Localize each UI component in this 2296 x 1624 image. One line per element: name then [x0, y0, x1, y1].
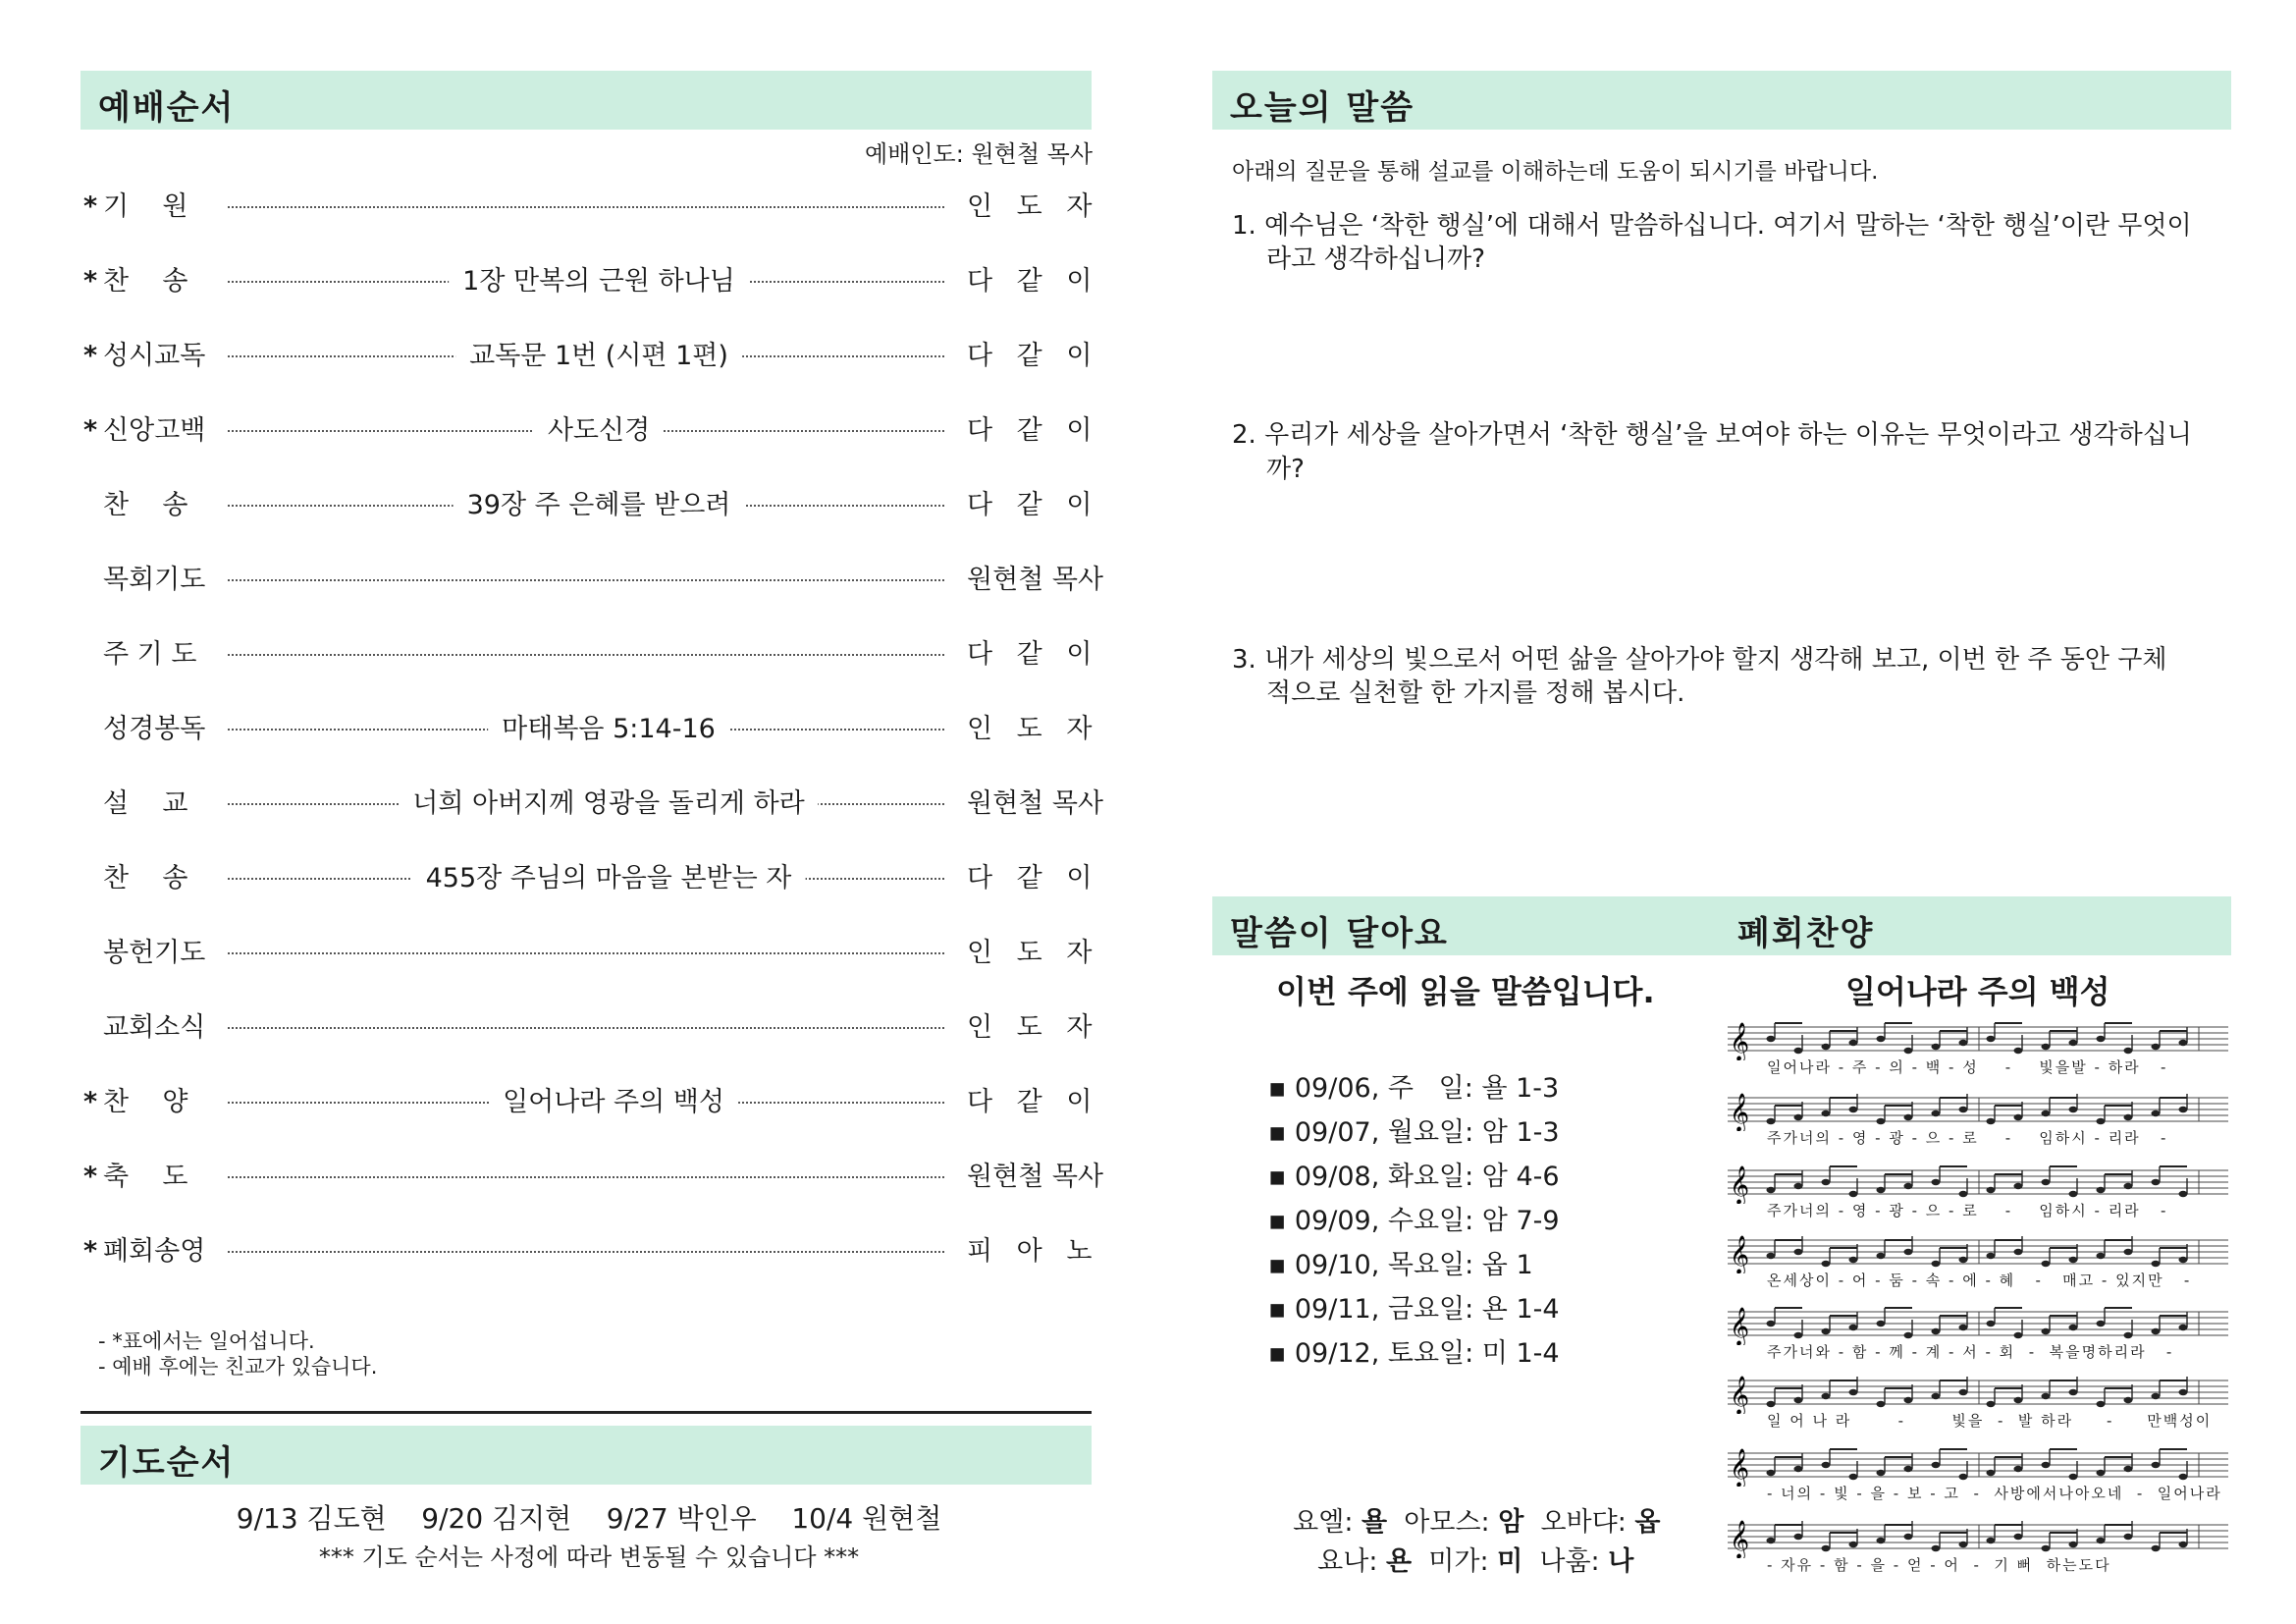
- order-title: 예배순서: [98, 88, 236, 128]
- order-row-label: [83, 259, 188, 298]
- treble-clef-icon: 𝄞: [1730, 1022, 1750, 1060]
- question-1-line-2: 라고 생각하십니까?: [1266, 244, 1485, 274]
- dotted-leader: [228, 1176, 944, 1178]
- dotted-leader: [228, 654, 944, 656]
- legend-abbr: 나: [1608, 1546, 1634, 1577]
- order-row-person: 다 같 이: [967, 341, 1100, 371]
- legend-text: 오바댜:: [1523, 1507, 1635, 1538]
- order-item-name: 주 기 도: [103, 639, 197, 670]
- order-row-person: 다 같 이: [967, 863, 1100, 893]
- order-item-name: 성시교독: [103, 341, 206, 371]
- order-row-label: [83, 707, 205, 745]
- stand-mark: *: [83, 1236, 98, 1267]
- order-row-label: [83, 1080, 188, 1118]
- order-item-name: 기 원: [103, 191, 188, 222]
- hymn-lyric-line: 주가너와 - 함 - 께 - 계 - 서 - 회 - 복을명하리라 -: [1767, 1343, 2174, 1361]
- order-row-person: 다 같 이: [967, 490, 1100, 520]
- order-row-person: 인 도 자: [967, 714, 1100, 744]
- stand-mark: *: [83, 341, 98, 371]
- prayer-header: [80, 1426, 1092, 1485]
- reading-item: ▪ 09/08, 화요일: 암 4-6: [1268, 1162, 1560, 1192]
- music-staff: [1728, 1306, 2230, 1345]
- treble-clef-icon: 𝄞: [1730, 1235, 1750, 1273]
- question-2-line-2: 까?: [1266, 455, 1305, 484]
- question-3-line-1: 3. 내가 세상의 빛으로서 어떤 삶을 살아가야 할지 생각해 보고, 이번 한 주 동안 구체: [1232, 645, 2167, 675]
- order-row-label: [83, 1155, 188, 1193]
- order-row-detail: 일어나라 주의 백성: [489, 1080, 738, 1118]
- order-row-label: [83, 931, 205, 969]
- dotted-leader: [228, 1027, 944, 1029]
- hymn-lyric-line: 주가너의 - 영 - 광 - 으 - 로 - 임하시 - 리라 -: [1767, 1129, 2168, 1147]
- legend-text: 미가:: [1412, 1546, 1498, 1577]
- order-row-detail: 455장 주님의 마음을 본받는 자: [412, 856, 806, 894]
- music-staff: [1728, 1519, 2230, 1558]
- reading-header: [1212, 896, 2231, 955]
- stand-mark: *: [83, 266, 98, 297]
- legend-abbr: 암: [1498, 1507, 1524, 1538]
- music-staff: [1728, 1234, 2230, 1273]
- legend-text: 요엘:: [1293, 1507, 1362, 1538]
- stand-mark: *: [83, 1087, 98, 1117]
- treble-clef-icon: 𝄞: [1730, 1165, 1750, 1204]
- order-item-name: 폐회송영: [103, 1236, 206, 1267]
- order-item-name: 성경봉독: [103, 714, 206, 744]
- treble-clef-icon: 𝄞: [1730, 1520, 1750, 1558]
- order-row-person: 원현철 목사: [967, 565, 1103, 595]
- order-row-detail: 사도신경: [534, 408, 664, 447]
- order-item-name: 찬 양: [103, 1087, 188, 1117]
- order-row-label: [83, 1229, 205, 1268]
- order-row-label: [83, 334, 205, 372]
- order-row-person: 인 도 자: [967, 191, 1100, 222]
- hymn-lyric-line: 온세상이 - 어 - 둠 - 속 - 에 - 혜 - 매고 - 있지만 -: [1767, 1272, 2192, 1289]
- word-header: [1212, 71, 2231, 130]
- stand-mark: *: [83, 191, 98, 222]
- order-row-person: 원현철 목사: [967, 788, 1103, 819]
- reading-title: 말씀이 달아요: [1230, 914, 1449, 953]
- order-row-label: [83, 856, 188, 894]
- hymn-lyric-line: 주가너의 - 영 - 광 - 으 - 로 - 임하시 - 리라 -: [1767, 1202, 2168, 1219]
- order-row-label: [83, 408, 205, 447]
- order-row-person: 인 도 자: [967, 1012, 1100, 1043]
- hymn-lyric-line: - 너의 - 빛 - 을 - 보 - 고 - 사방에서나아오네 - 일어나라: [1767, 1485, 2222, 1502]
- hymn-lyric-line: 일 어 나 라 - 빛을 - 발 하라 - 만백성이: [1767, 1412, 2213, 1430]
- order-item-name: 찬 송: [103, 266, 188, 297]
- hymn-lyric-line: 일어나라 - 주 - 의 - 백 - 성 - 빛을발 - 하라 -: [1767, 1058, 2168, 1076]
- music-staff: [1728, 1447, 2230, 1487]
- order-row-detail: 39장 주 은혜를 받으려: [454, 483, 745, 521]
- reading-item: ▪ 09/06, 주 일: 욜 1-3: [1268, 1073, 1560, 1104]
- order-row-person: 피 아 노: [967, 1236, 1100, 1267]
- order-row-detail: 마태복음 5:14-16: [488, 707, 729, 745]
- order-row-label: [83, 558, 205, 596]
- legend-abbr: 욜: [1362, 1507, 1388, 1538]
- order-row-detail: 교독문 1번 (시편 1편): [455, 334, 742, 372]
- question-1-line-1: 1. 예수님은 ‘착한 행실’에 대해서 말씀하십니다. 여기서 말하는 ‘착한 행실’이란 무엇이: [1232, 211, 2192, 241]
- legend-text: 요나:: [1317, 1546, 1387, 1577]
- dotted-leader: [228, 1251, 944, 1253]
- stand-mark: *: [83, 415, 98, 446]
- reading-item: ▪ 09/11, 금요일: 욘 1-4: [1268, 1294, 1560, 1325]
- treble-clef-icon: 𝄞: [1730, 1376, 1750, 1414]
- order-row-label: [83, 1005, 205, 1044]
- order-row-person: 다 같 이: [967, 415, 1100, 446]
- order-item-name: 교회소식: [103, 1012, 206, 1043]
- treble-clef-icon: 𝄞: [1730, 1093, 1750, 1131]
- order-item-name: 설 교: [103, 788, 188, 819]
- book-legend-2: [1301, 1509, 1633, 1578]
- order-row-person: 다 같 이: [967, 639, 1100, 670]
- order-row-detail: 1장 만복의 근원 하나님: [449, 259, 749, 298]
- legend-text: 나훔:: [1522, 1546, 1609, 1577]
- legend-text: 아모스:: [1387, 1507, 1499, 1538]
- order-header: [80, 71, 1092, 130]
- order-note-2: - 예배 후에는 친교가 있습니다.: [98, 1355, 378, 1379]
- legend-abbr: 미: [1497, 1546, 1523, 1577]
- stand-mark: *: [83, 1162, 98, 1192]
- order-item-name: 목회기도: [103, 565, 206, 595]
- order-item-name: 찬 송: [103, 490, 188, 520]
- word-intro: 아래의 질문을 통해 설교를 이해하는데 도움이 되시기를 바랍니다.: [1232, 159, 1879, 185]
- hymn-song-title: 일어나라 주의 백성: [1845, 973, 2110, 1010]
- music-staff: [1728, 1021, 2230, 1060]
- question-2-line-1: 2. 우리가 세상을 살아가면서 ‘착한 행실’을 보여야 하는 이유는 무엇이라고 생각하십니: [1232, 420, 2192, 450]
- hymn-lyric-line: - 자유 - 함 - 을 - 얻 - 어 - 기 뻐 하는도다: [1767, 1556, 2111, 1574]
- music-staff: [1728, 1375, 2230, 1414]
- order-item-name: 신앙고백: [103, 415, 206, 446]
- prayer-title: 기도순서: [98, 1443, 236, 1483]
- section-divider: [80, 1411, 1092, 1414]
- order-item-name: 봉헌기도: [103, 938, 206, 968]
- reading-item: ▪ 09/10, 목요일: 옵 1: [1268, 1250, 1533, 1280]
- music-staff: [1728, 1164, 2230, 1204]
- order-row-person: 원현철 목사: [967, 1162, 1103, 1192]
- order-row-label: [83, 185, 188, 223]
- order-row-label: [83, 632, 196, 671]
- order-row-person: 다 같 이: [967, 266, 1100, 297]
- reading-item: ▪ 09/12, 토요일: 미 1-4: [1268, 1338, 1560, 1369]
- worship-leader: 예배인도: 원현철 목사: [865, 140, 1093, 168]
- dotted-leader: [228, 206, 944, 208]
- prayer-schedule: 9/13 김도현 9/20 김지현 9/27 박인우 10/4 원현철: [236, 1502, 942, 1535]
- order-note-1: - *표에서는 일어섭니다.: [98, 1329, 315, 1353]
- dotted-leader: [228, 579, 944, 581]
- word-title: 오늘의 말씀: [1230, 88, 1415, 128]
- reading-item: ▪ 09/07, 월요일: 암 1-3: [1268, 1117, 1560, 1148]
- dotted-leader: [228, 952, 944, 954]
- legend-abbr: 옵: [1634, 1507, 1661, 1538]
- order-row-detail: 너희 아버지께 영광을 돌리게 하라: [399, 782, 818, 820]
- order-item-name: 축 도: [103, 1162, 188, 1192]
- reading-subtitle: 이번 주에 읽을 말씀입니다.: [1276, 973, 1655, 1010]
- legend-abbr: 욘: [1386, 1546, 1413, 1577]
- order-row-label: [83, 782, 188, 820]
- order-row-label: [83, 483, 188, 521]
- order-item-name: 찬 송: [103, 863, 188, 893]
- order-row-person: 인 도 자: [967, 938, 1100, 968]
- question-3-line-2: 적으로 실천할 한 가지를 정해 봅시다.: [1266, 678, 1685, 708]
- prayer-note: *** 기도 순서는 사정에 따라 변동될 수 있습니다 ***: [318, 1543, 860, 1571]
- music-staff: [1728, 1092, 2230, 1131]
- hymn-title: 폐회찬양: [1737, 914, 1875, 953]
- reading-item: ▪ 09/09, 수요일: 암 7-9: [1268, 1206, 1560, 1236]
- treble-clef-icon: 𝄞: [1730, 1307, 1750, 1345]
- treble-clef-icon: 𝄞: [1730, 1448, 1750, 1487]
- order-row-person: 다 같 이: [967, 1087, 1100, 1117]
